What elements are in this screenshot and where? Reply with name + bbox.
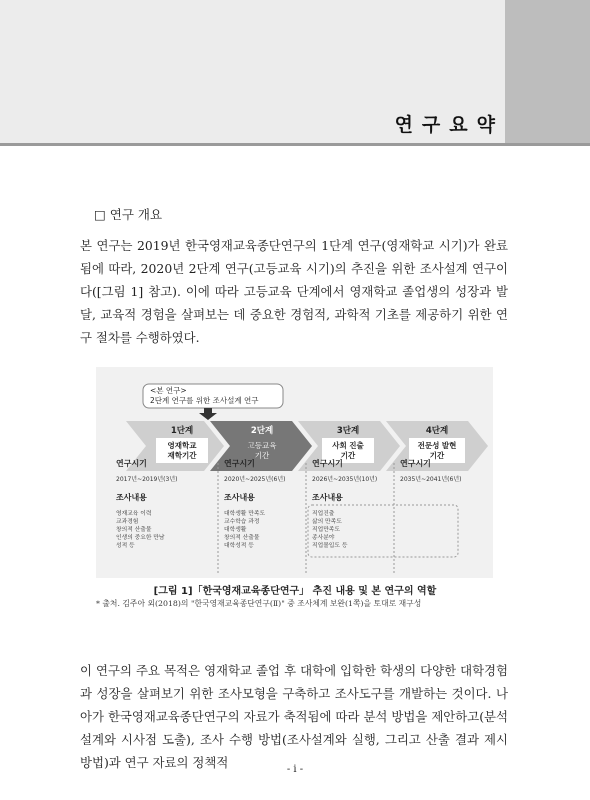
stage-3-title: 3단계 [336, 426, 360, 436]
paragraph-purpose: 이 연구의 주요 목적은 영재학교 졸업 후 대학에 입학한 학생의 다양한 대학경험과 성장을 살펴보기 위한 조사모형을 구축하고 조사도구를 개발하는 것이다. 나아가 한국영재교육종단연구의 자료가 축적됨에 따라 분석 방법을 제안하고(분석설계와 시사점 도출), 조사 수행 방법(조사설계와 실행, 그리고 산출 결과 제시 방법)과 연구 자료의 정책적 [80, 663, 508, 770]
content-3-item-5: 직업몰입도 등 [312, 543, 348, 549]
period-label-1: 연구시기 [116, 459, 147, 468]
content-2-item-5: 대학성적 등 [224, 543, 254, 549]
content-label-3: 조사내용 [312, 493, 343, 502]
content-2-item-1: 대학생활 만족도 [224, 511, 266, 517]
down-arrow-icon [199, 408, 217, 420]
callout-line-1: <본 연구> [150, 386, 187, 395]
content-3-item-4: 종사분야 [312, 535, 335, 541]
stage-1-body-1: 영재학교 [167, 441, 197, 450]
section-title: □ 연구 개요 [94, 207, 163, 222]
callout-line-2: 2단계 연구를 위한 조사설계 연구 [150, 396, 259, 405]
stage-2-body-1: 고등교육 [247, 441, 277, 450]
stage-2-title: 2단계 [250, 426, 274, 436]
period-value-4: 2035년~2041년(6년) [400, 476, 462, 483]
content-label-1: 조사내용 [116, 493, 147, 502]
header-tab [505, 0, 590, 143]
figure-caption: [그림 1]「한국영재교육종단연구」 추진 내용 및 본 연구의 역할 [153, 586, 437, 597]
header-divider [0, 143, 590, 146]
stage-diagram-svg [96, 367, 493, 578]
period-label-4: 연구시기 [400, 459, 431, 468]
period-value-3: 2026년~2035년(10년) [312, 476, 378, 483]
stage-1-title: 1단계 [170, 426, 194, 436]
stage-4-body-2: 기간 [429, 451, 445, 460]
stage-3-body-2: 기간 [340, 451, 356, 460]
content-3-item-1: 직업진출 [312, 511, 335, 517]
paragraph-overview: 본 연구는 2019년 한국영재교육종단연구의 1단계 연구(영재학교 시기)가 완료됨에 따라, 2020년 2단계 연구(고등교육 시기)의 추진을 위한 조사설계 연구이다([그림 1] 참고). 이에 따라 고등교육 단계에서 영재학교 졸업생의 성장과 발달, 교육적 경험을 살펴보는 데 중요한 경험적, 과학적 기초를 제공하기 위한 연구 절차를 수행하였다. [80, 238, 508, 345]
content-2-item-4: 창의적 산출물 [224, 535, 260, 541]
figure-diagram [96, 367, 493, 578]
period-value-2: 2020년~2025년(6년) [224, 476, 286, 483]
period-value-1: 2017년~2019년(3년) [116, 476, 178, 483]
content-1-item-1: 영재교육 이력 [116, 511, 152, 517]
period-label-3: 연구시기 [312, 459, 343, 468]
content-3-item-2: 삶의 만족도 [312, 519, 342, 525]
content-1-item-4: 인생의 중요한 만남 [116, 535, 165, 541]
content-1-item-5: 성적 등 [116, 543, 135, 549]
stage-4-title: 4단계 [425, 426, 449, 436]
content-label-2: 조사내용 [224, 493, 255, 502]
stage-4-body-1: 전문성 발현 [417, 441, 457, 450]
stage-2-body-2: 기간 [254, 451, 270, 460]
content-1-item-3: 창의적 산출물 [116, 527, 152, 533]
page-title: 연구요약 [394, 114, 504, 136]
period-label-2: 연구시기 [224, 459, 255, 468]
stage-1-body-2: 재학기간 [167, 451, 197, 460]
figure-source: * 출처. 김주아 외(2018)의 "한국영재교육종단연구(Ⅱ)" 중 조사체계 보완(1쪽)을 토대로 재구성 [96, 599, 422, 608]
content-3-item-3: 직업만족도 [312, 527, 340, 533]
content-2-item-3: 대학생활 [224, 527, 247, 533]
page-number: - i - [286, 764, 304, 775]
content-2-item-2: 교수학습 과정 [224, 519, 260, 525]
content-1-item-2: 교과경험 [116, 519, 139, 525]
stage-3-body-1: 사회 진출 [332, 441, 364, 450]
